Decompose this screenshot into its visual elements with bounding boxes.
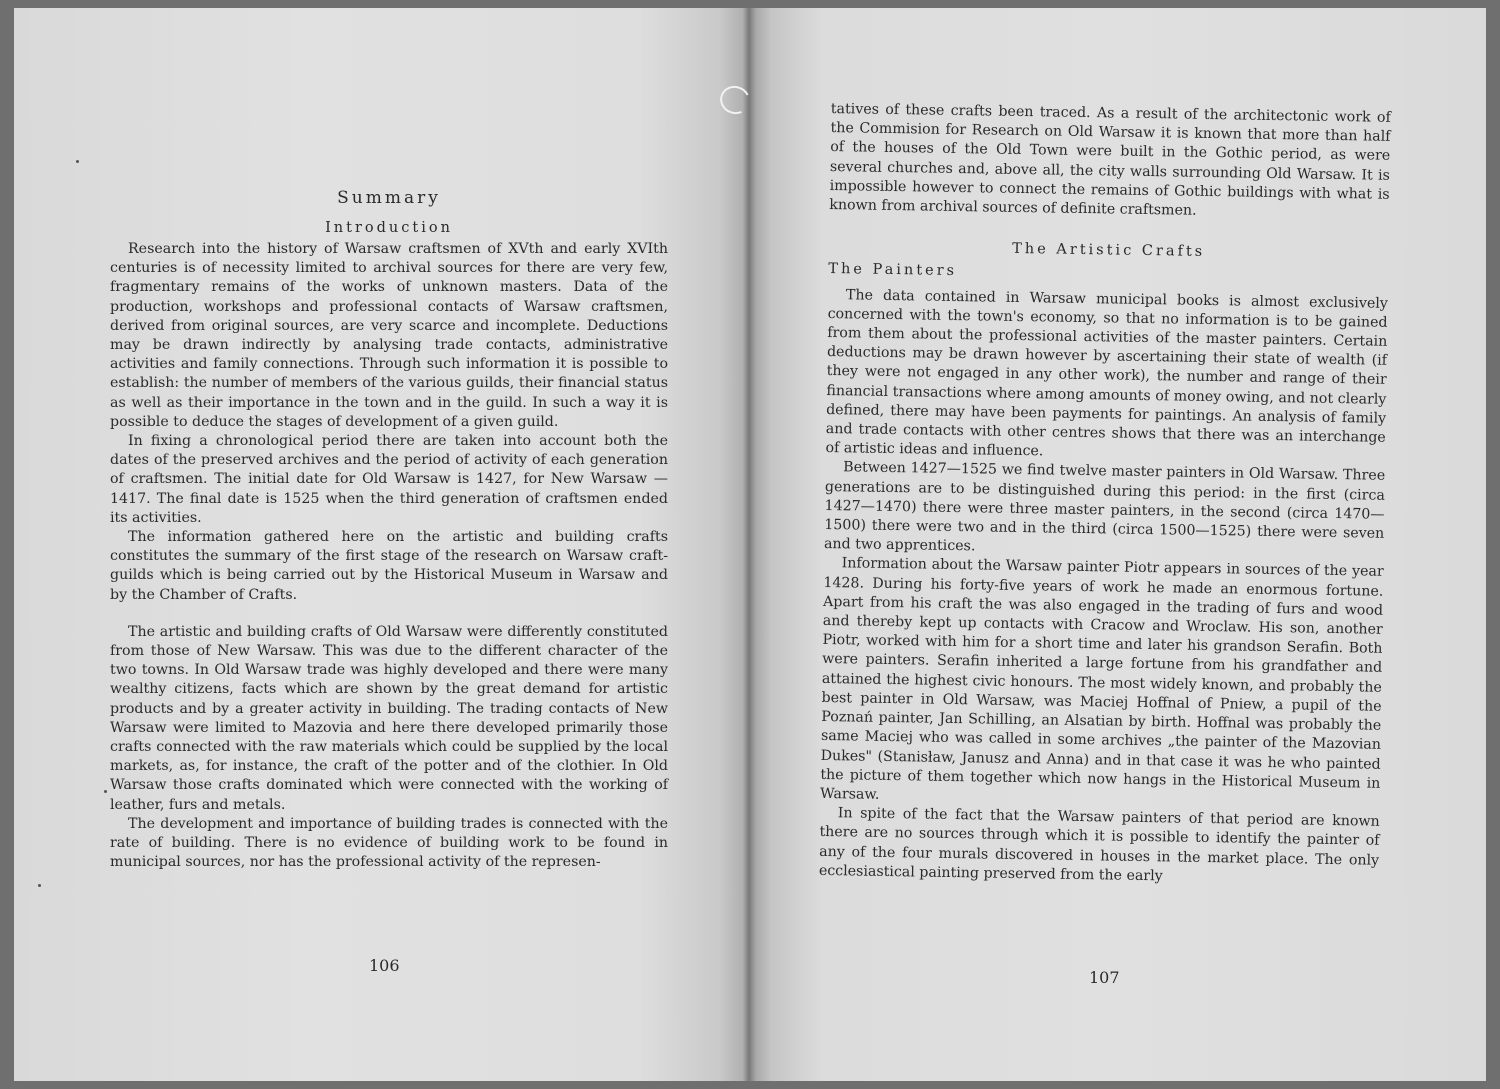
paragraph: The artistic and building crafts of Old Warsaw were differently constituted from those of New Warsaw. This was due to the different character of the two towns. In Old Warsaw trade was highly developed and there were many wealthy citizens, facts which are shown by the great demand for artistic products and by a greater activity in building. The trading contacts of New Warsaw were limited to Mazovia and here there developed primarily those crafts connected with the raw materials which could be supplied by the local markets, as, for instance, the craft of the potter and of the clothier. In Old Warsaw those crafts dominated which were connected with the working of leather, furs and metals. (110, 623, 668, 813)
paragraph: tatives of these crafts been traced. As a result of the architectonic work of the Commision for Research on Old Warsaw it is known that more than half of the houses of the Old Town were built in the Gothic period, as were several churches and, above all, the city walls surrounding Old Warsaw. It is impossible however to connect the remains of Gothic buildings with what is known from archival sources of definite craftsmen. (829, 100, 1391, 219)
left-page (14, 8, 749, 1081)
right-page-body (819, 100, 1391, 890)
speck (76, 160, 79, 163)
paragraph: Between 1427—1525 we find twelve master painters in Old Warsaw. Three generations are to be distinguished during this period: in the first (circa 1427—1470) there were three master painters, in the second (circa 1470—1500) there were two and in the third (circa 1500—1525) there were seven and two apprentices. (823, 459, 1386, 555)
speck (104, 790, 107, 793)
speck (38, 884, 41, 887)
paragraph: Information about the Warsaw painter Piotr appears in sources of the year 1428. During his forty-five years of work he made an enormous fortune. Apart from his craft the was also engaged in the trading of furs and wood and thereby kept up contacts with Cracow and Wroclaw. His son, another Piotr, worked with him for a short time and later his grandson Serafin. Both were painters. Serafin inherited a large fortune from his grandfather and attained the highest civic honours. The most widely known, and probably the best painter in Old Warsaw, was Maciej Hoffnal of Pniew, a pupil of the Poznań painter, Jan Schilling, an Alsatian by birth. Hoffnal was probably the same Maciej who was called in some archives „the painter of the Mazovian Dukes" (Stanisław, Janusz and Anna) and in that case it was he who painted the picture of them together which now hangs in the Historical Museum in Warsaw. (819, 555, 1384, 803)
introduction-subtitle: Introduction (325, 220, 453, 236)
page-number-right: 107 (1089, 968, 1120, 987)
paragraph: The development and importance of building trades is connected with the rate of building. There is no evidence of building work to be found in municipal sources, nor has the professional activity of the represen- (110, 815, 668, 871)
left-page-body (110, 240, 668, 873)
paragraph: The information gathered here on the artistic and building crafts constitutes the summary of the first stage of the research on Warsaw craft-guilds which is being carried out by the Historical Museum in Warsaw and by the Chamber of Crafts. (110, 529, 668, 603)
right-page (749, 8, 1486, 1081)
section-heading: The Artistic Crafts (1012, 241, 1206, 261)
subsection-heading: The Painters (828, 261, 958, 280)
paragraph: In fixing a chronological period there are taken into account both the dates of the preserved archives and the period of activity of each generation of craftsmen. The initial date for Old Warsaw is 1427, for New Warsaw — 1417. The final date is 1525 when the third generation of craftsmen ended its activities. (110, 433, 668, 526)
paragraph: In spite of the fact that the Warsaw painters of that period are known there are no sources through which it is possible to identify the painter of any of the four murals discovered in houses in the market place. The only ecclesiastical painting preserved from the early (818, 805, 1380, 885)
book-spread (14, 8, 1486, 1081)
paragraph: The data contained in Warsaw municipal books is almost exclusively concerned with the town's economy, so that no information is to be gained from them about the professional activities of the master painters. Certain deductions may be drawn however by ascertaining their state of wealth (if they were not engaged in any other work), the number and range of their financial transactions where among amounts of money owing, and not clearly defined, there may have been payments for paintings. An analysis of family and trade contacts with other centres shows that there was an interchange of artistic ideas and influence. (825, 286, 1388, 460)
book-gutter (742, 8, 756, 1081)
paragraph: Research into the history of Warsaw craftsmen of XVth and early XVIth centuries is of necessity limited to archival sources for there are very few, fragmentary remains of the works of unknown masters. Data of the production, workshops and professional contacts of Warsaw craftsmen, derived from original sources, are very scarce and incomplete. Deductions may be drawn indirectly by analysing trade contacts, administrative activities and family connections. Through such information it is possible to establish: the number of members of the various guilds, their financial status as well as their importance in the town and in the guild. In such a way it is possible to deduce the stages of development of a given guild. (110, 241, 668, 430)
summary-title: Summary (337, 188, 441, 208)
page-number-left: 106 (369, 956, 400, 975)
